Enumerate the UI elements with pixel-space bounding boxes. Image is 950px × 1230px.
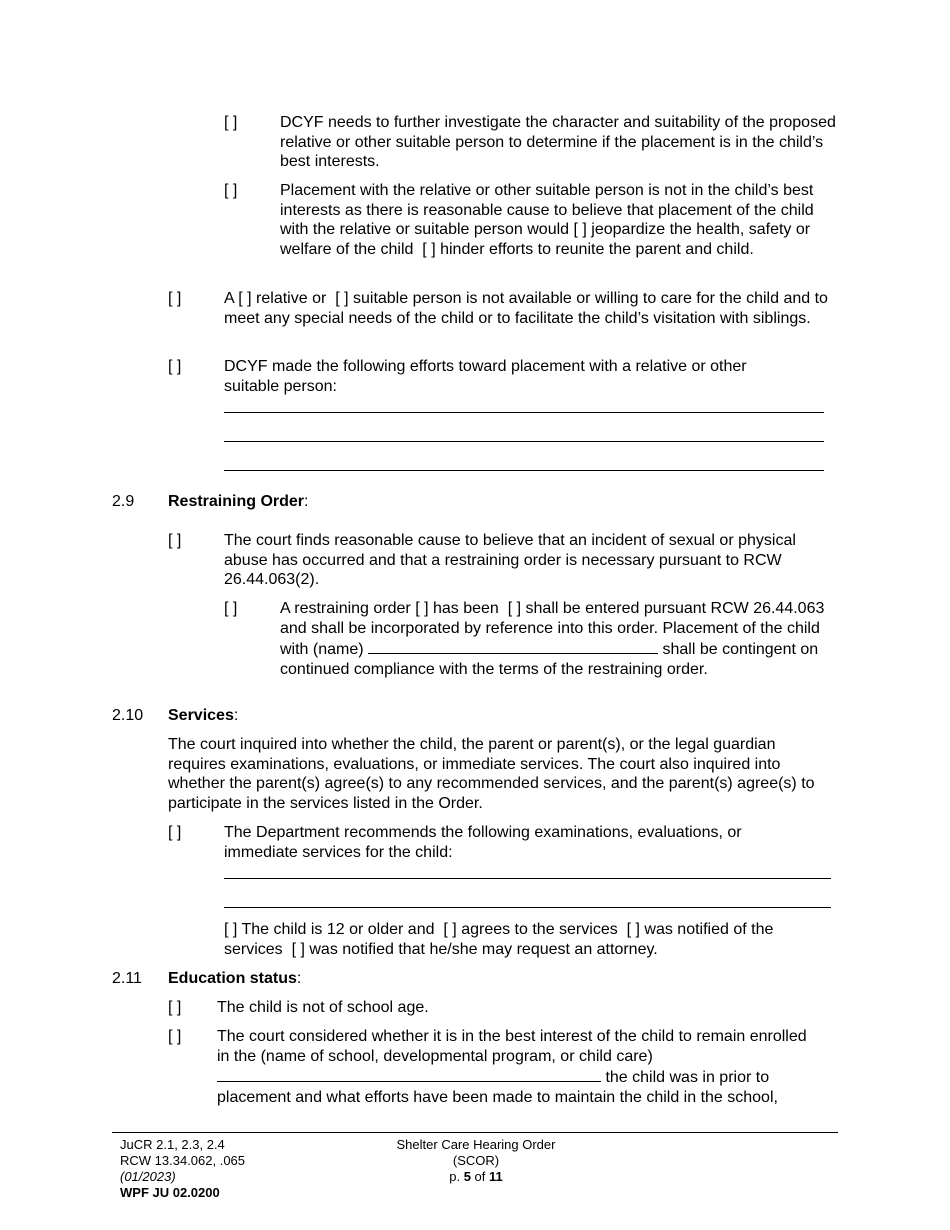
checkbox[interactable]: [ ] — [291, 940, 305, 958]
footer-center — [366, 1137, 586, 1185]
services-blank-line[interactable] — [224, 878, 831, 879]
restraining-order-entry-text: A restraining order [ ] has been [ ] shall be entered pursuant RCW 26.44.063 and shall be incorporated by reference into this order. Placement of the child with (name) shall be contingent on continued compliance with the terms of the restraining order. — [280, 600, 825, 678]
checkbox[interactable]: [ ] — [335, 290, 349, 307]
checkbox[interactable]: [ ] — [224, 182, 238, 199]
footer-form-id: WPF JU 02.0200 — [120, 1185, 220, 1200]
section-number: 2.9 — [112, 493, 135, 510]
department-recommends-text: The Department recommends the following examinations, evaluations, or immediate services for the child: — [224, 824, 742, 861]
checkbox[interactable]: [ ] — [422, 240, 436, 258]
checkbox[interactable]: [ ] — [168, 358, 182, 375]
checkbox[interactable]: [ ] — [626, 921, 640, 938]
section-heading: Services: — [168, 707, 239, 724]
efforts-blank-line[interactable] — [224, 441, 824, 442]
placement-not-best-interest-text: Placement with the relative or other suitable person is not in the child’s best interests as there is reasonable cause to believe that placement of the child with the relative or suitable person would [ ] jeopardize the health, safety or welfare of the child [ ] hinder efforts to reunite the parent and child. — [280, 182, 814, 258]
restraining-finding-text: The court finds reasonable cause to believe that an incident of sexual or physical abuse has occurred and that a restraining order is necessary pursuant to RCW 26.44.063(2). — [224, 532, 796, 589]
checkbox[interactable]: [ ] — [168, 824, 182, 841]
footer-rule-citation: JuCR 2.1, 2.3, 2.4 — [120, 1137, 225, 1152]
efforts-blank-line[interactable] — [224, 470, 824, 471]
section-number: 2.10 — [112, 707, 144, 724]
checkbox[interactable]: [ ] — [168, 532, 182, 549]
services-intro-text: The court inquired into whether the child, the parent or parent(s), or the legal guardian requires examinations, evaluations, or immediate services. The court also inquired into whether the parent(s) agree(s) to any recommended services, and the parent(s) agree(s) to participate in the services listed in the Order. — [168, 736, 815, 812]
section-heading: Restraining Order: — [168, 493, 309, 510]
checkbox[interactable]: [ ] — [224, 921, 238, 938]
footer-citations — [120, 1137, 360, 1201]
section-number: 2.11 — [112, 970, 142, 987]
checkbox[interactable]: [ ] — [415, 600, 429, 617]
school-enrollment-text: The court considered whether it is in the best interest of the child to remain enrolled in the (name of school, developmental program, or child care) the child was in prior to placement and what efforts have been made to maintain the child in the school, — [217, 1028, 807, 1106]
footer-page-number: p. 5 of 11 — [449, 1169, 503, 1184]
child-name-blank[interactable] — [368, 638, 658, 654]
section-heading: Education status: — [168, 970, 302, 987]
child-12-notice-text: [ ] The child is 12 or older and [ ] agrees to the services [ ] was notified of the services [ ] was notified that he/she may request an attorney. — [224, 921, 774, 958]
checkbox[interactable]: [ ] — [507, 600, 522, 617]
relative-not-available-text: A [ ] relative or [ ] suitable person is not available or willing to care for the child and to meet any special needs of the child or to facilitate the child’s visitation with siblings. — [224, 290, 828, 327]
further-investigate-text: DCYF needs to further investigate the character and suitability of the proposed relative or other suitable person to determine if the placement is in the child’s best interests. — [280, 114, 836, 171]
efforts-blank-line[interactable] — [224, 412, 824, 413]
not-school-age-text: The child is not of school age. — [217, 999, 429, 1016]
footer-form-title: Shelter Care Hearing Order — [396, 1137, 556, 1152]
footer-rcw-citation: RCW 13.34.062, .065 — [120, 1153, 246, 1168]
footer-divider — [112, 1132, 838, 1133]
checkbox[interactable]: [ ] — [168, 1028, 182, 1045]
checkbox[interactable]: [ ] — [168, 290, 182, 307]
checkbox[interactable]: [ ] — [224, 114, 238, 131]
school-name-blank[interactable] — [217, 1066, 601, 1082]
footer-form-code: (SCOR) — [452, 1153, 500, 1168]
services-blank-line[interactable] — [224, 907, 831, 908]
checkbox[interactable]: [ ] — [168, 999, 182, 1016]
footer-form-date: (01/2023) — [120, 1169, 176, 1184]
checkbox[interactable]: [ ] — [224, 600, 238, 617]
checkbox[interactable]: [ ] — [238, 290, 252, 307]
dcyf-efforts-text: DCYF made the following efforts toward placement with a relative or other suitable person: — [224, 358, 747, 395]
checkbox[interactable]: [ ] — [573, 221, 587, 239]
checkbox[interactable]: [ ] — [443, 921, 457, 938]
